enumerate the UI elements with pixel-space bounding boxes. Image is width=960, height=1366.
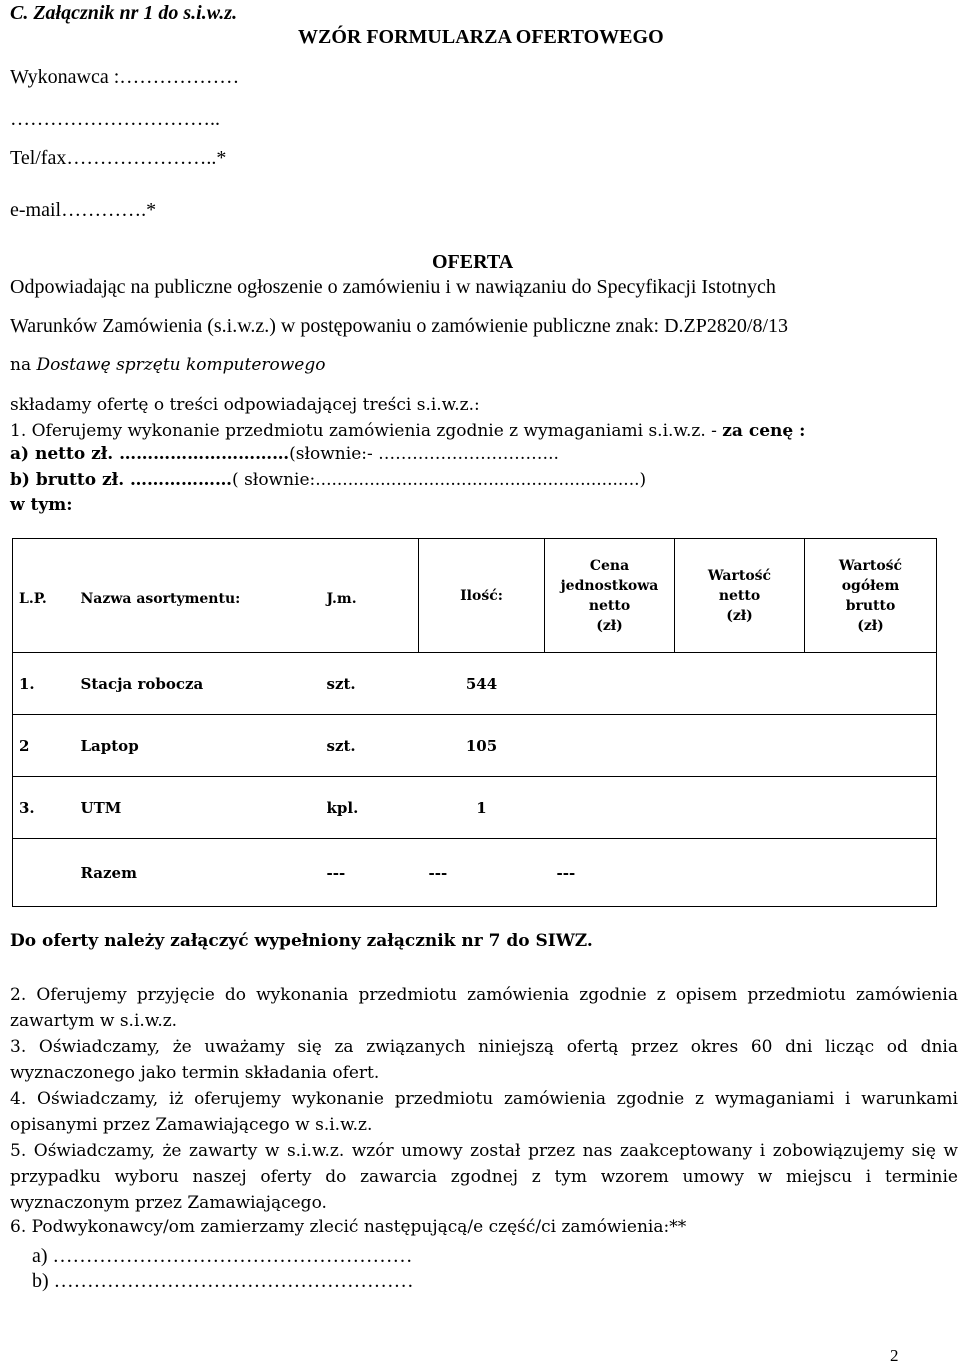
table-total-row [13, 839, 937, 907]
offer-subject [10, 355, 325, 375]
declaration-5: 5. Oświadczamy, że zawarty w s.i.w.z. wzór umowy został przez nas zaakceptowany i zobowiązujemy się w przypadku wyboru naszej oferty do zawarcia zgodnej z tym wzorem umowy w miejscu i terminie wyznaczonym przez Zamawiającego. [10, 1141, 958, 1213]
subcontract-a: a) ……………………………………………… [32, 1245, 413, 1267]
w-tym-label: w tym: [10, 495, 73, 515]
offer-intro-line2: Warunków Zamówienia (s.i.w.z.) w postępowaniu o zamówienie publiczne znak: D.ZP2820/8/13 [10, 315, 789, 337]
total-lp [13, 839, 75, 907]
row-unit: szt. [321, 715, 419, 777]
header-value-gross-4: (zł) [857, 617, 884, 634]
total-col2: --- [419, 839, 545, 907]
header-unit-price-3: netto [588, 597, 631, 614]
row-qty: 105 [419, 715, 545, 777]
row-value-gross [805, 715, 937, 777]
table-row [13, 777, 937, 839]
attachment-note: Do oferty należy załączyć wypełniony załącznik nr 7 do SIWZ. [10, 931, 593, 951]
email-field: e-mail………….* [10, 199, 157, 221]
offer-table [12, 538, 937, 907]
header-value-net [675, 539, 805, 653]
point1-price-label: za cenę : [722, 421, 806, 441]
total-col5 [805, 839, 937, 907]
netto-words: (słownie:- ………………………….. [289, 444, 559, 464]
netto-line [10, 444, 559, 464]
row-value-gross [805, 653, 937, 715]
row-qty: 1 [419, 777, 545, 839]
point1-text: 1. Oferujemy wykonanie przedmiotu zamówienia zgodnie z wymaganiami s.i.w.z. - [10, 421, 723, 441]
header-value-net-1: Wartość [707, 567, 772, 584]
row-name: UTM [75, 777, 321, 839]
attachment-label: C. Załącznik nr 1 do s.i.w.z. [10, 2, 238, 24]
row-value-net [675, 715, 805, 777]
page-number: 2 [890, 1346, 899, 1365]
row-value-gross [805, 777, 937, 839]
header-lp: L.P. [13, 539, 75, 653]
row-unit-price [545, 715, 675, 777]
header-qty: Ilość: [419, 539, 545, 653]
table-header-row [13, 539, 937, 653]
row-unit-price [545, 653, 675, 715]
row-lp: 2 [13, 715, 75, 777]
netto-label: a) netto zł. ………………………… [10, 444, 290, 464]
row-value-net [675, 777, 805, 839]
header-unit-price [545, 539, 675, 653]
header-unit: J.m. [321, 539, 419, 653]
offer-title: OFERTA [432, 251, 514, 273]
header-unit-price-4: (zł) [596, 617, 623, 634]
header-value-gross-3: brutto [845, 597, 896, 614]
header-value-gross [805, 539, 937, 653]
offer-intro-line1: Odpowiadając na publiczne ogłoszenie o zamówieniu i w nawiązaniu do Specyfikacji Istotnych [10, 276, 776, 298]
header-value-gross-2: ogółem [841, 577, 900, 594]
row-lp: 3. [13, 777, 75, 839]
header-value-net-2: netto [718, 587, 761, 604]
header-name: Nazwa asortymentu: [75, 539, 321, 653]
row-unit: kpl. [321, 777, 419, 839]
table-row [13, 653, 937, 715]
offer-statement: składamy ofertę o treści odpowiadającej treści s.i.w.z.: [10, 395, 480, 415]
offer-point-1 [10, 421, 805, 441]
header-unit-price-1: Cena [589, 557, 630, 574]
row-unit: szt. [321, 653, 419, 715]
row-name: Stacja robocza [75, 653, 321, 715]
contractor-field: Wykonawca :……………… [10, 66, 240, 88]
row-value-net [675, 653, 805, 715]
header-value-gross-1: Wartość [838, 557, 903, 574]
row-qty: 544 [419, 653, 545, 715]
total-col1: --- [321, 839, 419, 907]
brutto-words: ( słownie:............................................................) [232, 470, 647, 490]
total-col4 [675, 839, 805, 907]
total-label: Razem [75, 839, 321, 907]
row-name: Laptop [75, 715, 321, 777]
table-row [13, 715, 937, 777]
form-title: WZÓR FORMULARZA OFERTOWEGO [298, 26, 664, 48]
declaration-6: 6. Podwykonawcy/om zamierzamy zlecić następującą/e część/ci zamówienia:** [10, 1217, 687, 1237]
subject-text: Dostawę sprzętu komputerowego [36, 355, 326, 375]
declaration-2: 2. Oferujemy przyjęcie do wykonania przedmiotu zamówienia zgodnie z opisem przedmiotu zamówienia zawartym w s.i.w.z. [10, 985, 958, 1031]
subject-prefix: na [10, 355, 37, 375]
row-unit-price [545, 777, 675, 839]
declaration-3: 3. Oświadczamy, że uważamy się za związanych niniejszą ofertą przez okres 60 dni licząc od dnia wyznaczonego jako termin składania ofert. [10, 1037, 958, 1083]
subcontract-b: b) ……………………………………………… [32, 1270, 414, 1292]
total-col3: --- [545, 839, 675, 907]
contractor-field-line2: ………………………….. [10, 108, 220, 130]
header-value-net-3: (zł) [726, 607, 753, 624]
declaration-4: 4. Oświadczamy, iż oferujemy wykonanie przedmiotu zamówienia zgodnie z wymaganiami i warunkami opisanymi przez Zamawiającego w s.i.w.z. [10, 1089, 958, 1135]
row-lp: 1. [13, 653, 75, 715]
header-unit-price-2: jednostkowa [560, 577, 659, 594]
brutto-line [10, 470, 646, 490]
brutto-label: b) brutto zł. ……………… [10, 470, 233, 490]
telfax-field: Tel/fax…………………..* [10, 147, 227, 169]
